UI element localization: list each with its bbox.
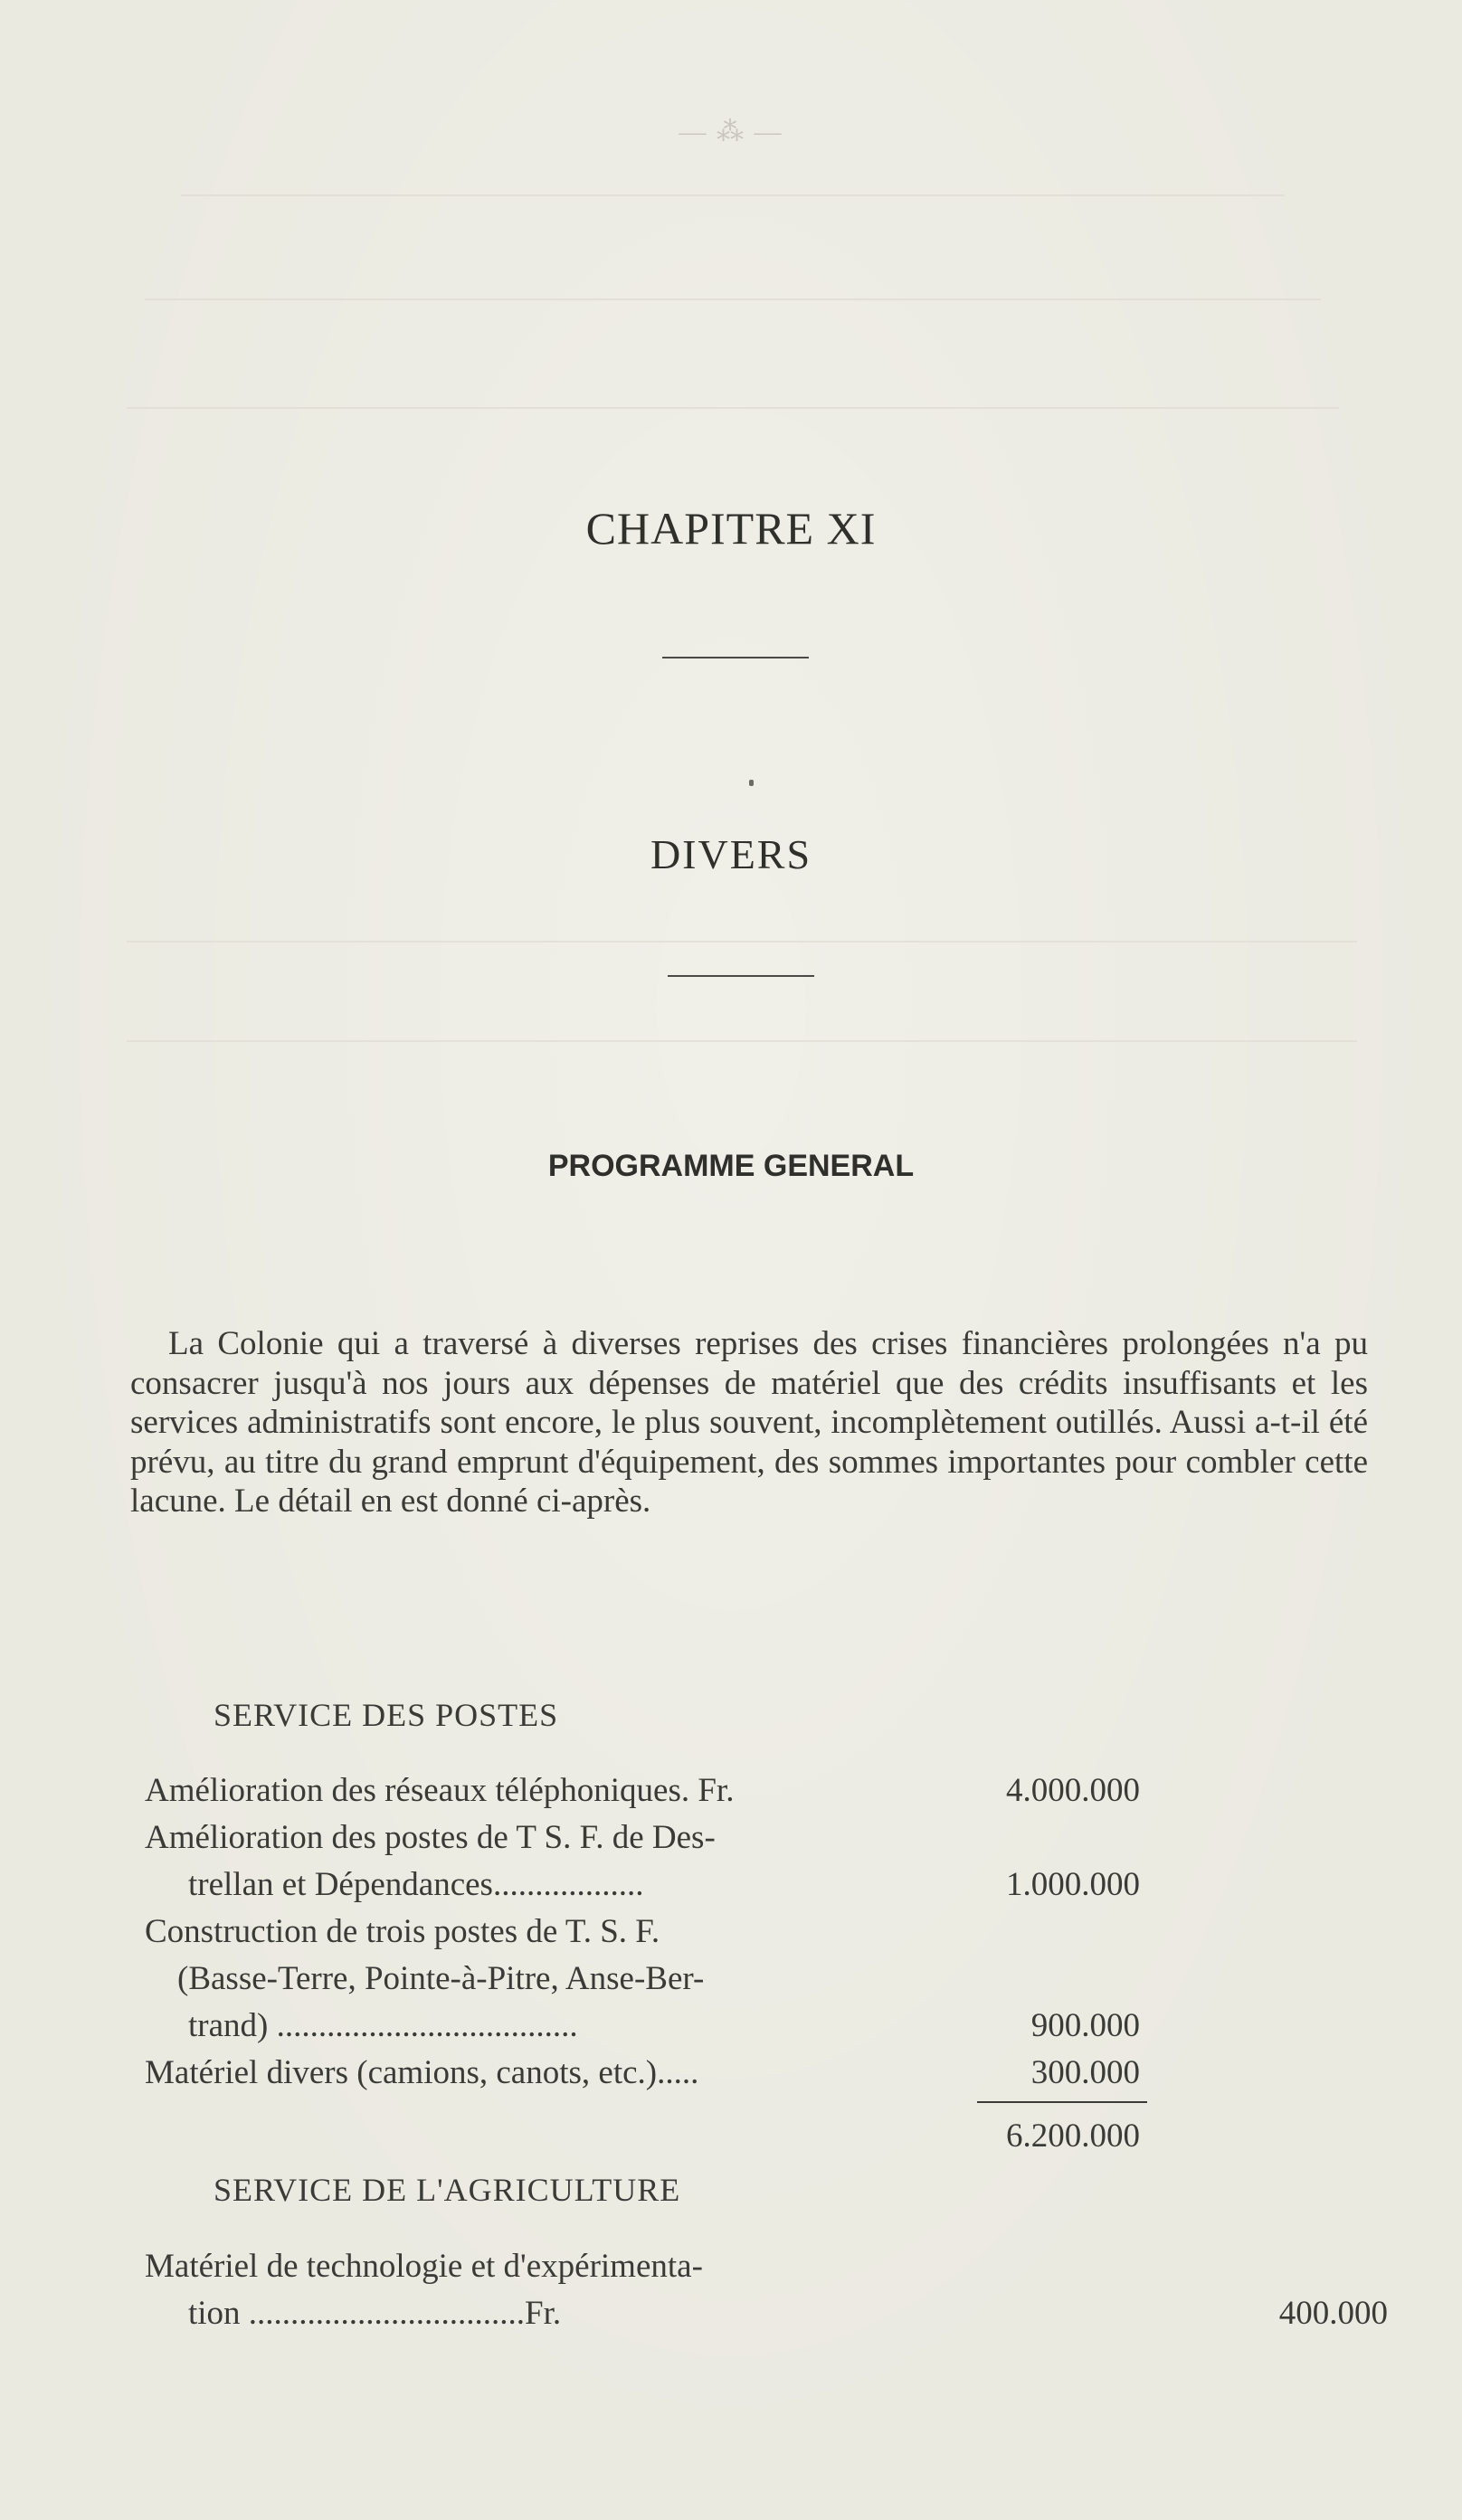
chapter-rule bbox=[662, 657, 809, 658]
postes-item-line: Amélioration des postes de T S. F. de Des- bbox=[145, 1819, 716, 1856]
agriculture-heading: SERVICE DE L'AGRICULTURE bbox=[214, 2172, 681, 2208]
postes-amount: 300.000 bbox=[1030, 2054, 1140, 2091]
section-rule bbox=[668, 975, 814, 977]
intro-paragraph: La Colonie qui a traversé à diverses reprises des crises financières prolongées n'a pu consacrer jusqu'à nos jours aux dépenses de matériel que des crédits insuffisants et les services administratifs sont encore, le plus souvent, incomplètement outillés. Aussi a-t-il été prévu, au titre du grand emprunt d'équipement, des sommes importantes pour combler cette lacune. Le détail en est donné ci-après. bbox=[130, 1325, 1368, 1520]
postes-item-line: Construction de trois postes de T. S. F. bbox=[145, 1913, 660, 1950]
postes-item-line: Amélioration des réseaux téléphoniques. Fr. bbox=[145, 1772, 735, 1809]
postes-heading: SERVICE DES POSTES bbox=[214, 1697, 559, 1733]
postes-item-line: trand) .................................... bbox=[188, 2007, 578, 2044]
postes-total: 6.200.000 bbox=[1006, 2117, 1140, 2155]
postes-total-rule bbox=[977, 2101, 1147, 2103]
postes-amount: 900.000 bbox=[1030, 2007, 1140, 2044]
page-number-bleed: — ⁂ — bbox=[679, 117, 783, 147]
postes-amount: 1.000.000 bbox=[1006, 1866, 1140, 1903]
bleed-through-text bbox=[127, 1040, 1357, 1042]
bleed-through-text bbox=[181, 194, 1285, 196]
postes-item-line: Matériel divers (camions, canots, etc.)..... bbox=[145, 2054, 699, 2091]
postes-amount: 4.000.000 bbox=[1006, 1772, 1140, 1809]
bleed-through-text bbox=[127, 407, 1339, 409]
agriculture-amount: 400.000 bbox=[1278, 2295, 1388, 2332]
ink-dot bbox=[749, 780, 754, 786]
chapter-title: CHAPITRE XI bbox=[585, 503, 877, 554]
section-title: DIVERS bbox=[650, 831, 812, 877]
postes-item-line: trellan et Dépendances.................. bbox=[188, 1866, 644, 1903]
agriculture-item-line: Matériel de technologie et d'expérimenta- bbox=[145, 2248, 703, 2285]
bleed-through-text bbox=[127, 941, 1357, 943]
agriculture-item-line: tion .................................Fr. bbox=[188, 2295, 562, 2332]
programme-subtitle: PROGRAMME GENERAL bbox=[547, 1149, 915, 1183]
bleed-through-text bbox=[145, 298, 1321, 300]
postes-item-line: (Basse-Terre, Pointe-à-Pitre, Anse-Ber- bbox=[177, 1960, 705, 1997]
